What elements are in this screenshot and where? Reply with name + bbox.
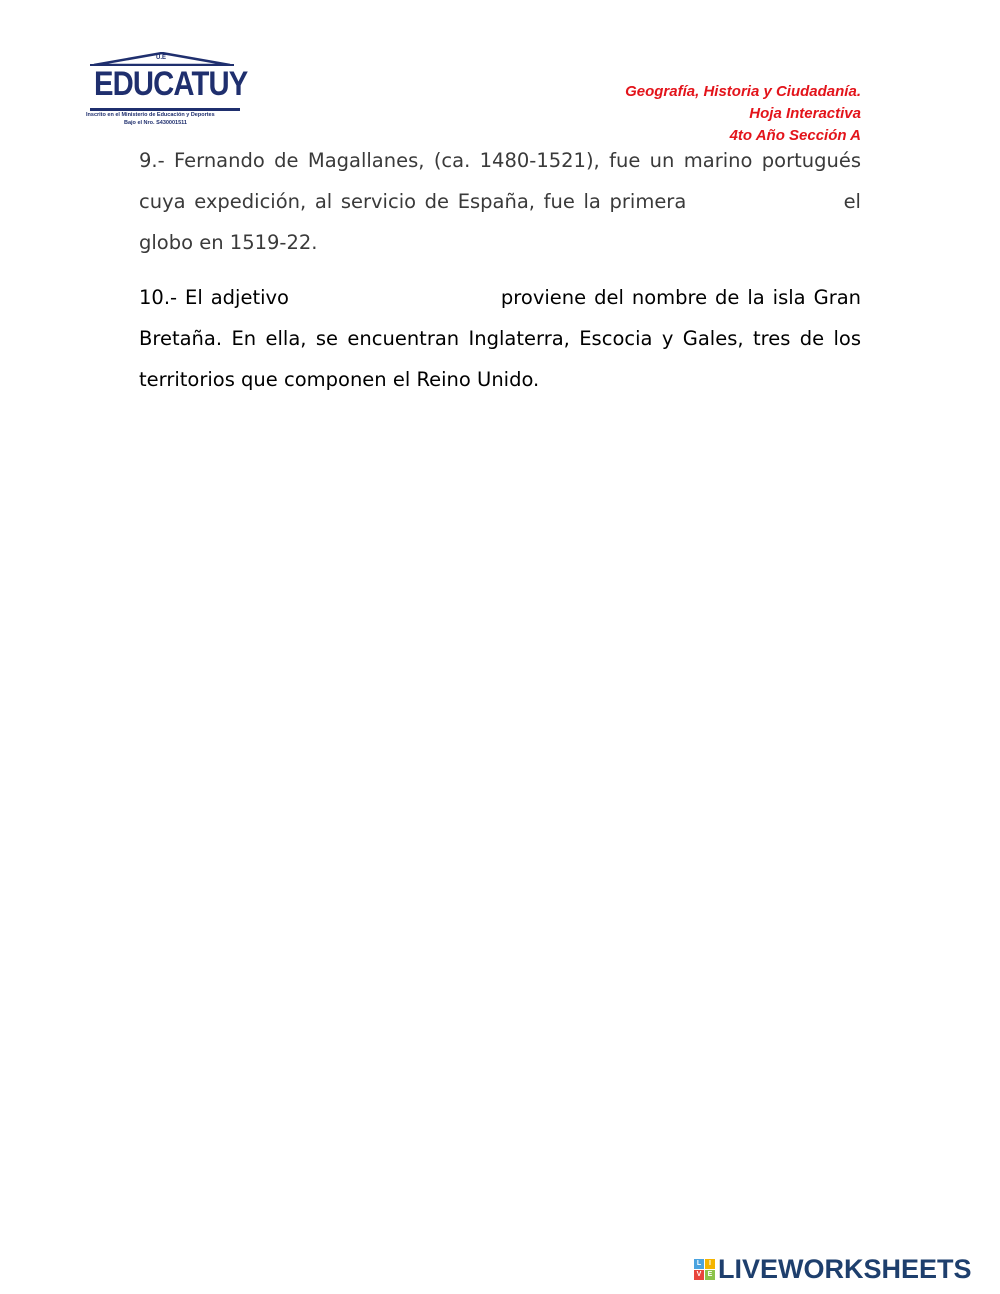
question-10-text-before: 10.- El adjetivo [139,286,289,309]
logo-top-letters: U.E [156,55,167,61]
liveworksheets-brand: LIVEWORKSHEETS [718,1254,972,1284]
lw-square-1: L [694,1259,704,1269]
logo-registration-line2: Bajo el Nro. S430001511 [124,120,187,126]
question-9 [139,140,861,263]
lw-square-3: V [694,1270,704,1280]
question-10-text-after: proviene del nombre de la isla Gran Bretaña. En ella, se encuentran Inglaterra, Escocia y Gales, tres de los territorios que componen el Reino Unido. [139,286,862,391]
logo-registration-line1: Inscrito en el Ministerio de Educación y Deportes [86,112,215,118]
educatuy-logo [84,52,250,132]
sheet-type: Hoja Interactiva [749,105,861,122]
question-9-text-before: 9.- Fernando de Magallanes, (ca. 1480-1521), fue un marino portugués cuya expedición, al servicio de España, fue la primera [139,149,861,213]
question-10 [139,277,861,400]
class-section: 4to Año Sección A [729,127,861,144]
liveworksheets-logo[interactable] [694,1255,994,1285]
question-9-text-after: el globo en 1519-22. [139,190,861,254]
liveworksheets-icon [694,1259,716,1281]
worksheet-header [625,81,861,147]
lw-square-4: E [705,1270,715,1280]
subject-title: Geografía, Historia y Ciudadanía. [625,83,861,100]
logo-name: EDUCATUY [94,65,248,103]
lw-square-2: I [705,1259,715,1269]
